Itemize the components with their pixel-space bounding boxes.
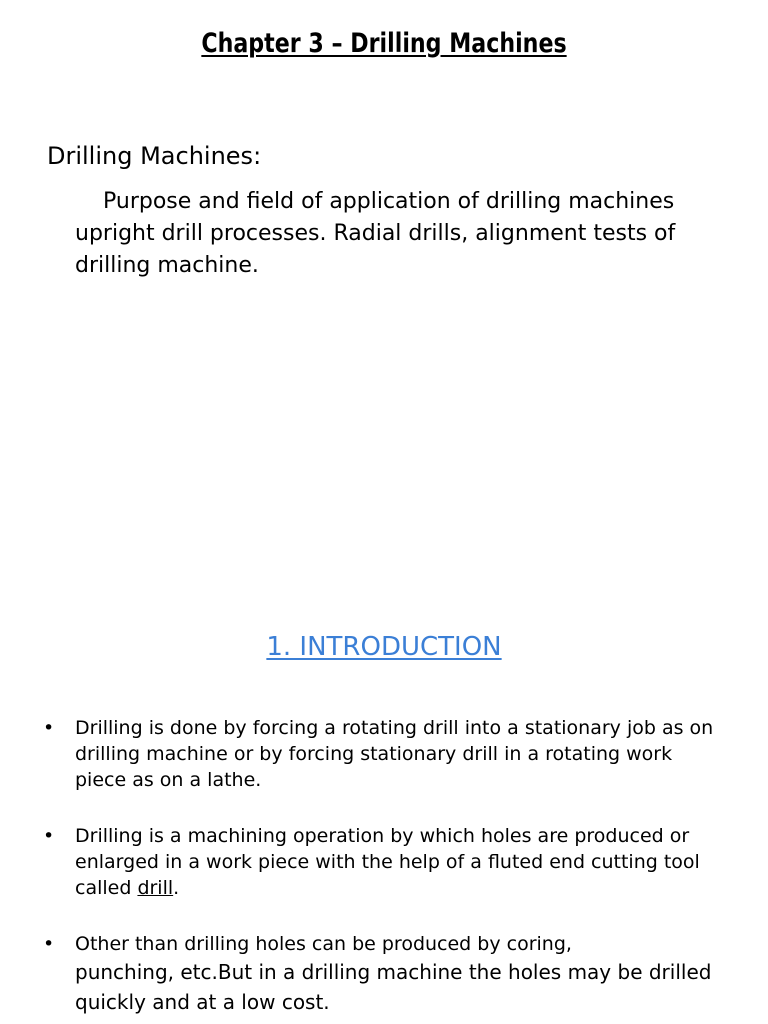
- bullet-marker: •: [43, 825, 55, 847]
- bullet-text-end: .: [173, 877, 180, 899]
- bullet-item: [0, 823, 715, 901]
- bullet-text-line1: Other than drilling holes can be produced by coring,: [75, 933, 572, 955]
- section-paragraph: Purpose and field of application of drilling machines upright drill processes. Radial drills, alignment tests of drilling machine.: [75, 189, 676, 278]
- bullet-list: [0, 715, 768, 1017]
- bullet-item: [0, 715, 715, 793]
- bullet-text-line2: punching, etc.But in a drilling machine the holes may be drilled quickly and at a low cost.: [75, 960, 712, 1014]
- bullet-text: Drilling is done by forcing a rotating drill into a stationary job as on drilling machine or by forcing stationary drill in a rotating work piece as on a lathe.: [75, 717, 714, 791]
- drill-term: drill: [137, 877, 174, 899]
- bullet-item: [0, 931, 715, 1017]
- bullet-marker: •: [43, 933, 55, 955]
- bullet-text: Drilling is a machining operation by which holes are produced or enlarged in a work piece with the help of a fluted end cutting tool called: [75, 825, 700, 899]
- bullet-marker: •: [43, 717, 55, 739]
- introduction-heading: 1. INTRODUCTION: [266, 632, 502, 662]
- chapter-title: Chapter 3 – Drilling Machines: [201, 28, 567, 59]
- section-heading: Drilling Machines:: [47, 142, 262, 170]
